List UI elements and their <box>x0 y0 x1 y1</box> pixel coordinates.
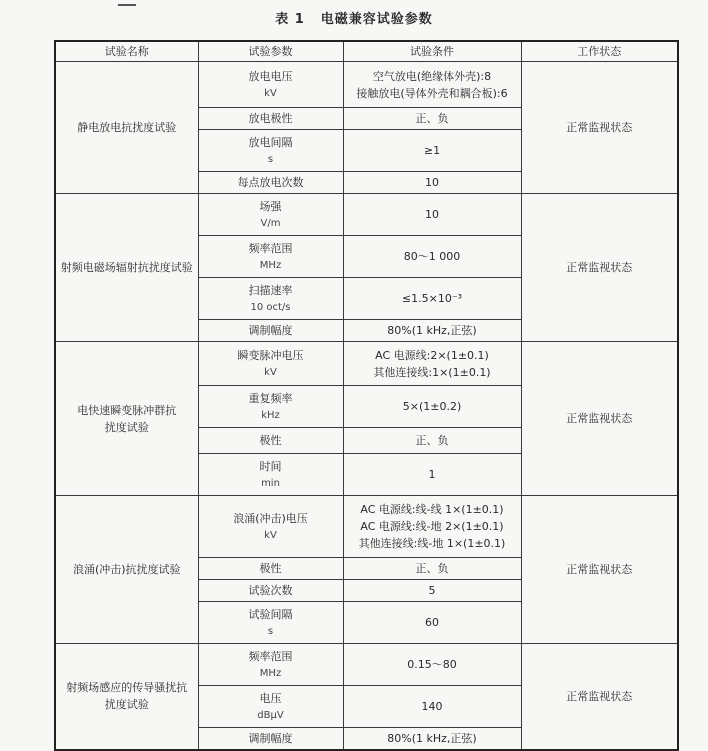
test-parameter-cell <box>198 496 343 558</box>
condition-text: 10 <box>425 208 439 221</box>
condition-text: 80～1 000 <box>403 250 461 263</box>
condition-text: 10 <box>425 176 439 189</box>
parameter-label: 场强 <box>259 199 282 213</box>
condition-text: 正、负 <box>415 562 449 575</box>
parameter-label: 重复频率 <box>248 391 293 405</box>
test-name-text: 静电放电抗扰度试验 <box>77 121 177 134</box>
condition-text: AC 电源线:线-地 2×(1±0.1) <box>360 520 504 533</box>
table-number: 表 1 <box>275 12 305 27</box>
table-row <box>55 62 678 108</box>
test-name-text: 射频场感应的传导骚扰抗 <box>66 681 188 695</box>
parameter-unit: kV <box>264 366 277 378</box>
test-condition-cell <box>343 386 521 428</box>
table-row <box>55 644 678 686</box>
parameter-label: 试验间隔 <box>248 607 293 621</box>
test-parameter-cell <box>198 686 343 728</box>
test-condition-cell <box>343 236 521 278</box>
header-row <box>55 41 678 62</box>
parameter-label: 极性 <box>259 562 282 575</box>
parameter-unit: kHz <box>261 409 280 421</box>
test-condition-cell <box>343 278 521 320</box>
table-caption <box>0 8 708 27</box>
parameter-label: 放电电压 <box>248 69 293 83</box>
table-row <box>55 194 678 236</box>
header-working-state: 工作状态 <box>521 41 678 62</box>
parameter-label: 时间 <box>259 459 282 473</box>
parameter-unit: s <box>267 625 274 637</box>
condition-text: 80%(1 kHz,正弦) <box>387 324 477 337</box>
test-parameter-cell <box>198 728 343 750</box>
test-parameter-cell <box>198 278 343 320</box>
parameter-unit: 10 oct/s <box>250 301 291 313</box>
parameter-unit: kV <box>264 87 277 99</box>
condition-text: 空气放电(绝缘体外壳):8 <box>372 69 492 83</box>
header-test-parameter: 试验参数 <box>198 41 343 62</box>
emc-test-parameter-table <box>54 40 679 751</box>
parameter-label: 极性 <box>259 434 282 447</box>
test-name-text: 扰度试验 <box>104 698 149 712</box>
parameter-label: 试验次数 <box>248 584 293 597</box>
test-condition-cell <box>343 342 521 386</box>
parameter-unit: dBμV <box>257 709 284 721</box>
parameter-label: 放电间隔 <box>248 135 293 149</box>
test-parameter-cell <box>198 130 343 172</box>
parameter-label: 扫描速率 <box>248 283 293 297</box>
test-parameter-cell <box>198 62 343 108</box>
test-parameter-cell <box>198 454 343 496</box>
parameter-label: 每点放电次数 <box>237 176 304 189</box>
parameter-label: 浪涌(冲击)电压 <box>233 511 308 525</box>
test-parameter-cell <box>198 108 343 130</box>
test-condition-cell <box>343 130 521 172</box>
parameter-unit: MHz <box>259 667 282 679</box>
test-condition-cell <box>343 428 521 454</box>
table-row <box>55 496 678 558</box>
test-name-cell <box>55 194 198 342</box>
test-parameter-cell <box>198 172 343 194</box>
test-condition-cell <box>343 454 521 496</box>
test-parameter-cell <box>198 320 343 342</box>
test-parameter-cell <box>198 386 343 428</box>
condition-text: 5 <box>428 584 436 597</box>
parameter-label: 频率范围 <box>248 649 293 663</box>
test-name-text: 扰度试验 <box>104 420 149 434</box>
test-condition-cell <box>343 644 521 686</box>
test-condition-cell <box>343 194 521 236</box>
parameter-label: 调制幅度 <box>248 324 293 337</box>
test-parameter-cell <box>198 602 343 644</box>
condition-text: 正、负 <box>415 112 449 125</box>
test-name-cell <box>55 644 198 750</box>
condition-text: 其他连接线:线-地 1×(1±0.1) <box>358 537 506 550</box>
test-condition-cell <box>343 558 521 580</box>
working-state-cell: 正常监视状态 <box>521 342 678 496</box>
parameter-label: 电压 <box>259 691 282 705</box>
condition-text: ≤1.5×10⁻³ <box>401 292 463 305</box>
condition-text: AC 电源线:线-线 1×(1±0.1) <box>360 503 504 516</box>
test-parameter-cell <box>198 194 343 236</box>
parameter-unit: MHz <box>259 259 282 271</box>
test-name-text: 浪涌(冲击)抗扰度试验 <box>72 563 181 576</box>
test-parameter-cell <box>198 342 343 386</box>
parameter-label: 调制幅度 <box>248 731 293 745</box>
working-state-cell: 正常监视状态 <box>521 194 678 342</box>
test-condition-cell <box>343 686 521 728</box>
page-top-mark <box>118 0 136 6</box>
test-condition-cell <box>343 320 521 342</box>
parameter-label: 频率范围 <box>248 241 293 255</box>
parameter-label: 放电极性 <box>248 112 293 125</box>
test-condition-cell <box>343 62 521 108</box>
parameter-unit: V/m <box>260 217 281 229</box>
test-condition-cell <box>343 108 521 130</box>
table-body <box>55 62 678 750</box>
condition-text: 60 <box>425 616 439 629</box>
condition-text: 0.15～80 <box>407 658 457 671</box>
test-name-cell <box>55 62 198 194</box>
condition-text: 其他连接线:1×(1±0.1) <box>373 365 491 379</box>
table-row <box>55 342 678 386</box>
test-name-cell <box>55 496 198 644</box>
test-name-text: 电快速瞬变脉冲群抗 <box>77 403 177 417</box>
table-title: 电磁兼容试验参数 <box>320 12 433 27</box>
test-parameter-cell <box>198 236 343 278</box>
test-condition-cell <box>343 602 521 644</box>
test-condition-cell <box>343 728 521 750</box>
condition-text: 140 <box>421 700 443 713</box>
condition-text: 1 <box>428 468 436 481</box>
test-condition-cell <box>343 580 521 602</box>
condition-text: 正、负 <box>415 434 449 447</box>
header-test-condition: 试验条件 <box>343 41 521 62</box>
condition-text: 接触放电(导体外壳和耦合板):6 <box>356 86 508 100</box>
working-state-cell: 正常监视状态 <box>521 496 678 644</box>
test-parameter-cell <box>198 580 343 602</box>
condition-text: AC 电源线:2×(1±0.1) <box>375 348 489 362</box>
parameter-unit: s <box>267 153 274 165</box>
test-condition-cell <box>343 496 521 558</box>
parameter-unit: min <box>261 477 280 489</box>
test-parameter-cell <box>198 644 343 686</box>
working-state-cell: 正常监视状态 <box>521 644 678 750</box>
test-name-text: 射频电磁场辐射抗扰度试验 <box>60 261 193 274</box>
test-name-cell <box>55 342 198 496</box>
condition-text: ≥1 <box>423 144 441 157</box>
parameter-label: 瞬变脉冲电压 <box>237 348 304 362</box>
condition-text: 5×(1±0.2) <box>402 400 462 413</box>
header-test-name: 试验名称 <box>55 41 198 62</box>
test-parameter-cell <box>198 428 343 454</box>
test-parameter-cell <box>198 558 343 580</box>
condition-text: 80%(1 kHz,正弦) <box>387 731 477 745</box>
parameter-unit: kV <box>264 529 277 541</box>
test-condition-cell <box>343 172 521 194</box>
working-state-cell: 正常监视状态 <box>521 62 678 194</box>
